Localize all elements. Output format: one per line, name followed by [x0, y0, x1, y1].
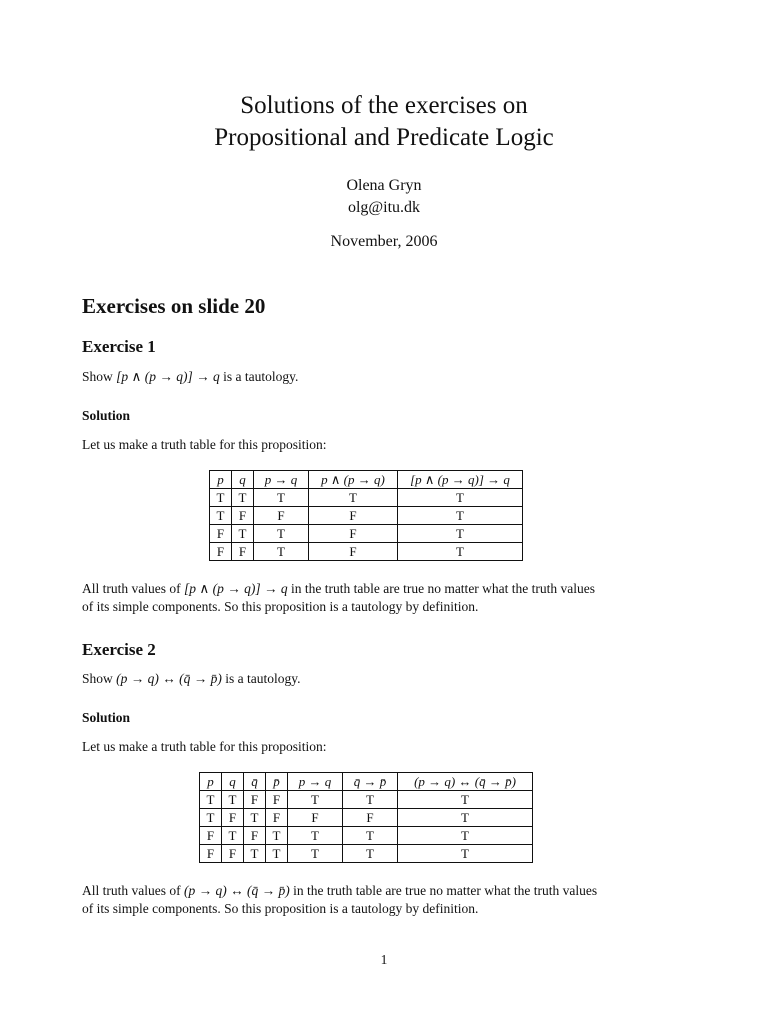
- table-cell: T: [398, 845, 533, 863]
- exercise-1-solution-label: Solution: [82, 408, 131, 423]
- exercise-1-prompt-prefix: Show: [82, 369, 117, 384]
- table-cell: F: [200, 827, 222, 845]
- exercise-1-conclusion-formula: [p ∧ (p → q)] → q: [183, 581, 288, 596]
- exercise-2-heading: Exercise 2: [82, 640, 156, 659]
- table-header-cell: p ∧ (p → q): [309, 471, 398, 489]
- table-header-cell: [p ∧ (p → q)] → q: [398, 471, 523, 489]
- table-header-row: [210, 471, 523, 489]
- author-name: Olena Gryn: [346, 177, 422, 194]
- document-date: November, 2006: [330, 233, 438, 250]
- table-cell: T: [288, 845, 343, 863]
- table-cell: T: [244, 809, 266, 827]
- table-cell: T: [343, 791, 398, 809]
- table-cell: T: [398, 827, 533, 845]
- table-header-cell: p → q: [288, 773, 343, 791]
- table-cell: T: [210, 507, 232, 525]
- table-cell: F: [222, 845, 244, 863]
- table-cell: F: [266, 809, 288, 827]
- table-cell: T: [200, 809, 222, 827]
- table-cell: F: [343, 809, 398, 827]
- page-number: 1: [380, 952, 388, 967]
- exercise-2-conclusion-line-2: of its simple components. So this proposition is a tautology by definition.: [82, 901, 479, 916]
- table-header-cell: p → q: [254, 471, 309, 489]
- table-row: [210, 543, 523, 561]
- table-cell: T: [222, 827, 244, 845]
- table-cell: T: [398, 489, 523, 507]
- table-header-cell: p̄: [266, 773, 288, 791]
- table-cell: F: [288, 809, 343, 827]
- exercise-1-conclusion-suffix: in the truth table are true no matter what the truth values: [287, 581, 596, 596]
- table-row: [200, 827, 533, 845]
- exercise-2-conclusion: [82, 882, 682, 918]
- table-cell: T: [343, 827, 398, 845]
- table-header-cell: q: [232, 471, 254, 489]
- table-cell: T: [398, 791, 533, 809]
- exercise-2-truth-table: [199, 772, 533, 863]
- exercise-2-conclusion-prefix: All truth values of: [82, 883, 184, 898]
- exercise-2-prompt-formula: (p → q) ↔ (q̄ → p̄): [116, 671, 222, 686]
- exercise-2-conclusion-formula: (p → q) ↔ (q̄ → p̄): [183, 883, 290, 898]
- table-header-cell: p: [210, 471, 232, 489]
- exercise-1-intro: Let us make a truth table for this proposition:: [82, 437, 327, 452]
- table-cell: T: [398, 543, 523, 561]
- table-header-row: [200, 773, 533, 791]
- table-row: [210, 489, 523, 507]
- table-cell: T: [398, 809, 533, 827]
- table-row: [200, 809, 533, 827]
- exercise-1-prompt-suffix: is a tautology.: [219, 369, 299, 384]
- table-cell: T: [398, 507, 523, 525]
- table-cell: F: [309, 543, 398, 561]
- table-cell: T: [232, 525, 254, 543]
- table-cell: F: [222, 809, 244, 827]
- table-header-cell: q̄ → p̄: [343, 773, 398, 791]
- table-cell: T: [343, 845, 398, 863]
- table-cell: F: [309, 525, 398, 543]
- table-cell: T: [210, 489, 232, 507]
- title-line-1: Solutions of the exercises on: [240, 92, 528, 119]
- exercise-1-prompt: [82, 368, 682, 386]
- table-cell: T: [232, 489, 254, 507]
- table-cell: F: [254, 507, 309, 525]
- table-header-cell: q: [222, 773, 244, 791]
- table-row: [210, 507, 523, 525]
- table-cell: T: [254, 525, 309, 543]
- table-cell: T: [288, 791, 343, 809]
- exercise-1-truth-table: [209, 470, 523, 561]
- table-header-cell: p: [200, 773, 222, 791]
- table-cell: T: [266, 845, 288, 863]
- exercise-1-prompt-formula: [p ∧ (p → q)] → q: [116, 369, 220, 384]
- exercise-1-conclusion-prefix: All truth values of: [82, 581, 184, 596]
- table-cell: T: [254, 489, 309, 507]
- table-cell: T: [309, 489, 398, 507]
- exercise-2-solution-label: Solution: [82, 710, 131, 725]
- table-cell: F: [266, 791, 288, 809]
- table-cell: F: [244, 827, 266, 845]
- table-cell: T: [222, 791, 244, 809]
- table-cell: T: [398, 525, 523, 543]
- section-heading: Exercises on slide 20: [82, 294, 266, 318]
- table-cell: F: [244, 791, 266, 809]
- table-cell: F: [210, 543, 232, 561]
- table-row: [200, 845, 533, 863]
- table-cell: F: [232, 507, 254, 525]
- author-email: olg@itu.dk: [347, 199, 421, 216]
- exercise-2-intro: Let us make a truth table for this proposition:: [82, 739, 327, 754]
- exercise-1-conclusion: [82, 580, 682, 616]
- table-header-cell: (p → q) ↔ (q̄ → p̄): [398, 773, 533, 791]
- table-cell: F: [232, 543, 254, 561]
- table-header-cell: q̄: [244, 773, 266, 791]
- title-line-2: Propositional and Predicate Logic: [214, 124, 554, 151]
- table-row: [200, 791, 533, 809]
- table-cell: T: [288, 827, 343, 845]
- exercise-1-heading: Exercise 1: [82, 337, 156, 356]
- table-cell: T: [200, 791, 222, 809]
- exercise-1-conclusion-line-2: of its simple components. So this proposition is a tautology by definition.: [82, 599, 479, 614]
- table-cell: F: [210, 525, 232, 543]
- exercise-2-conclusion-suffix: in the truth table are true no matter what the truth values: [289, 883, 598, 898]
- table-cell: T: [266, 827, 288, 845]
- table-cell: T: [244, 845, 266, 863]
- exercise-2-prompt: [82, 670, 682, 688]
- table-row: [210, 525, 523, 543]
- table-cell: T: [254, 543, 309, 561]
- table-cell: F: [200, 845, 222, 863]
- exercise-2-prompt-suffix: is a tautology.: [221, 671, 301, 686]
- table-cell: F: [309, 507, 398, 525]
- exercise-2-prompt-prefix: Show: [82, 671, 117, 686]
